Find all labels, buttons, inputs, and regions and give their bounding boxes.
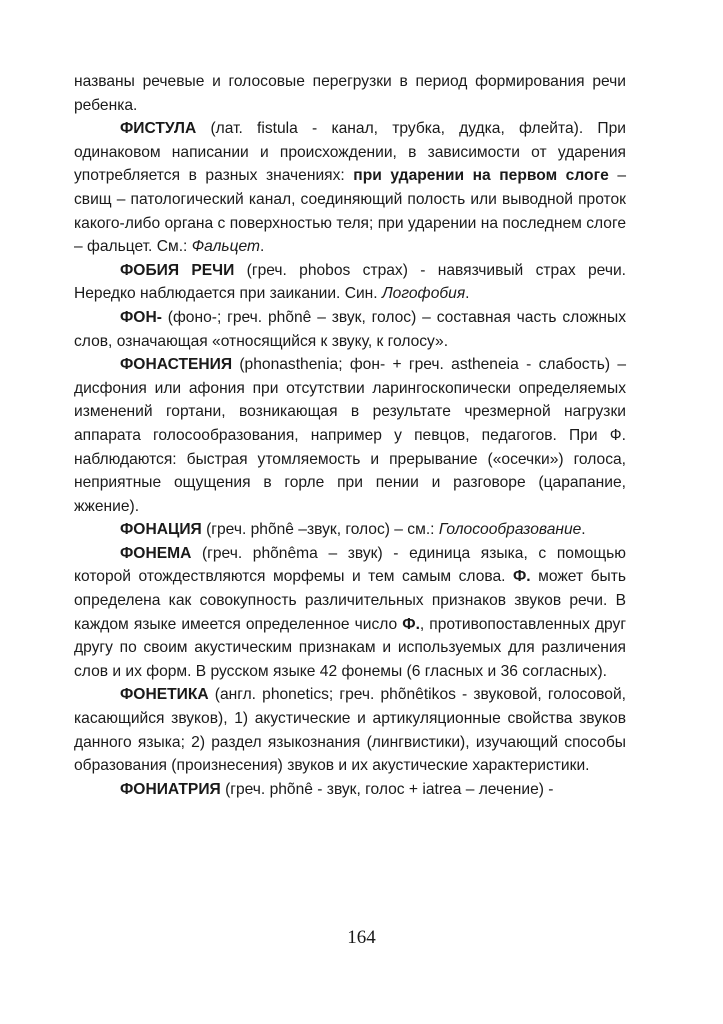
term-heading: ФОНАЦИЯ <box>120 521 202 539</box>
term-heading: ФОН- <box>120 308 162 326</box>
term-heading: ФОНИАТРИЯ <box>120 780 221 798</box>
cross-reference: Фальцет <box>191 238 260 256</box>
term-heading: ФИСТУЛА <box>120 120 197 138</box>
term-heading: ФОНЕТИКА <box>120 686 209 704</box>
entry-phonetics: ФОНЕТИКА (англ. phonetics; греч. phõnêtikos - звуковой, голосовой, касающийся звуков), 1) акустические и артикуляционные свойства звуков данного языка; 2) раздел языкознания (лингвистики), изучающий способы образования (произнесения) звуков и их акустические характеристики. <box>74 686 626 775</box>
cross-reference: Логофобия <box>381 285 466 303</box>
entry-phonasthenia: ФОНАСТЕНИЯ (phonasthenia; фон- + греч. astheneia - слабость) – дисфония или афония при отсутствии ларингоскопически определяемых изменений гортани, возникающая в результате чрезмерной нагрузки аппарата голосообразования, например у певцов, педагогов. При Ф. наблюдаются: быстрая утомляемость и прерывание («осечки») голоса, неприятные ощущения в горле при пении и разговоре (царапание, жжение). <box>74 356 626 515</box>
term-heading: ФОНЕМА <box>120 544 192 562</box>
entry-phonation: ФОНАЦИЯ (греч. phõnê –звук, голос) – см.: Голосообразование. <box>120 521 586 539</box>
term-heading: ФОБИЯ РЕЧИ <box>120 261 235 279</box>
dictionary-page <box>74 70 626 801</box>
term-heading: ФОНАСТЕНИЯ <box>120 356 233 374</box>
entry-phobia: ФОБИЯ РЕЧИ (греч. phobos страх) - навязчивый страх речи. Нередко наблюдается при заикании. Син. Логофобия. <box>74 261 626 303</box>
entry-phoniatry: ФОНИАТРИЯ (греч. phõnê - звук, голос + iatrea – лечение) - <box>120 780 554 798</box>
entry-continuation: названы речевые и голосовые перегрузки в период формирования речи ребенка. <box>74 73 626 114</box>
page-number: 164 <box>347 927 376 948</box>
entry-phoneme: ФОНЕМА (греч. phõnêma – звук) - единица языка, с помощью которой отождествляются морфемы и тем самым слова. Ф. может быть определена как совокупность различительных признаков звуков речи. В каждом языке имеется определенное число Ф., противопоставленных друг другу по своим акустическим признакам и используемых для различения слов и их форм. В русском языке 42 фонемы (6 гласных и 36 согласных). <box>74 544 627 680</box>
cross-reference: Голосообразование <box>438 521 582 539</box>
entry-phon: ФОН- (фоно-; греч. phõnê – звук, голос) – составная часть сложных слов, означающая «относящийся к звуку, к голосу». <box>74 308 626 350</box>
entry-fistula: ФИСТУЛА (лат. fistula - канал, трубка, дудка, флейта). При одинаковом написании и происхождении, в зависимости от ударения употребляется в разных значениях: при ударении на первом слоге – свищ – патологический канал, соединяющий полость или выводной проток какого-либо органа с поверхностью теля; при ударении на последнем слоге – фальцет. См.: Фальцет. <box>74 120 626 256</box>
